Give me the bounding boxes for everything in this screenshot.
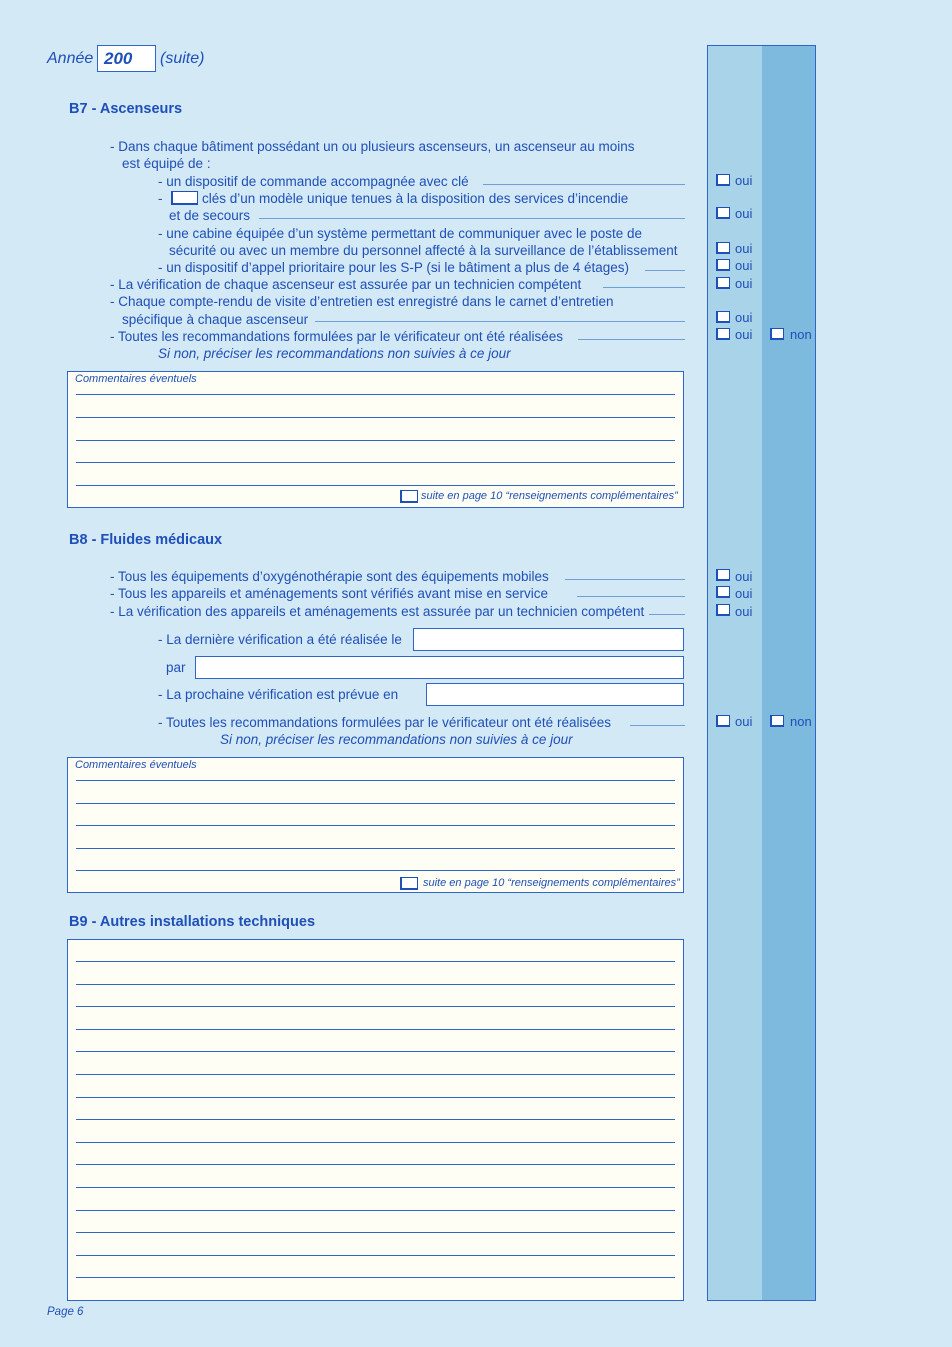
b7-item-3a: - une cabine équipée d’un système permettant de communiquer avec le poste de bbox=[158, 226, 643, 241]
section-b7-title: B7 - Ascenseurs bbox=[69, 101, 183, 117]
writing-line bbox=[76, 462, 675, 463]
annee-field[interactable] bbox=[97, 45, 156, 72]
b7-item-3-oui-checkbox[interactable] bbox=[716, 242, 730, 254]
b8-line-1: - Tous les équipements d’oxygénothérapie sont des équipements mobiles bbox=[110, 569, 549, 584]
oui-label: oui bbox=[735, 604, 753, 619]
non-label: non bbox=[790, 327, 812, 342]
leader-line bbox=[645, 270, 685, 271]
writing-line bbox=[76, 1097, 675, 1098]
b8-recos-non-checkbox[interactable] bbox=[770, 715, 784, 727]
b7-keys-count-box[interactable] bbox=[171, 191, 198, 205]
leader-line bbox=[577, 596, 685, 597]
b8-line-1-oui-checkbox[interactable] bbox=[716, 569, 730, 581]
writing-line bbox=[76, 1142, 675, 1143]
writing-line bbox=[76, 485, 675, 486]
annee-label: Année bbox=[47, 50, 94, 67]
oui-label: oui bbox=[735, 327, 753, 342]
writing-line bbox=[76, 1187, 675, 1188]
comments-label: Commentaires éventuels bbox=[75, 373, 197, 385]
b7-item-4-oui-checkbox[interactable] bbox=[716, 259, 730, 271]
writing-line bbox=[76, 825, 675, 826]
writing-line bbox=[76, 1232, 675, 1233]
derniere-verification-date-field[interactable] bbox=[413, 628, 684, 651]
b8-derniere-label: - La dernière vérification a été réalisée le bbox=[158, 632, 402, 647]
writing-line bbox=[76, 417, 675, 418]
writing-line bbox=[76, 440, 675, 441]
b8-line-2: - Tous les appareils et aménagements sont vérifiés avant mise en service bbox=[110, 586, 548, 601]
b7-compte-1: - Chaque compte-rendu de visite d’entretien est enregistré dans le carnet d’entretien bbox=[110, 294, 614, 309]
b8-recos: - Toutes les recommandations formulées par le vérificateur ont été réalisées bbox=[158, 715, 611, 730]
suite-note: suite en page 10 “renseignements complémentaires” bbox=[423, 877, 680, 889]
answer-column-non bbox=[762, 45, 816, 1301]
b7-recos: - Toutes les recommandations formulées par le vérificateur ont été réalisées bbox=[110, 329, 563, 344]
suite-note: suite en page 10 “renseignements complémentaires” bbox=[421, 490, 678, 502]
writing-line bbox=[76, 1210, 675, 1211]
leader-line bbox=[649, 614, 685, 615]
oui-label: oui bbox=[735, 241, 753, 256]
b7-comments-box[interactable] bbox=[67, 371, 684, 508]
page-number: Page 6 bbox=[47, 1306, 84, 1318]
writing-line bbox=[76, 803, 675, 804]
verificateur-field[interactable] bbox=[195, 656, 684, 679]
leader-line bbox=[603, 287, 685, 288]
section-b8-title: B8 - Fluides médicaux bbox=[69, 532, 223, 548]
b7-item-1-oui-checkbox[interactable] bbox=[716, 174, 730, 186]
oui-label: oui bbox=[735, 173, 753, 188]
b7-item-2-dash: - bbox=[158, 191, 163, 206]
b8-line-2-oui-checkbox[interactable] bbox=[716, 586, 730, 598]
b8-par-label: par bbox=[166, 660, 186, 675]
writing-line bbox=[76, 870, 675, 871]
writing-line bbox=[76, 984, 675, 985]
leader-line bbox=[483, 184, 685, 185]
b7-verif-oui-checkbox[interactable] bbox=[716, 277, 730, 289]
b7-item-3b: sécurité ou avec un membre du personnel affecté à la surveillance de l’établissement bbox=[169, 243, 678, 258]
oui-label: oui bbox=[735, 258, 753, 273]
leader-line bbox=[259, 218, 685, 219]
comments-label: Commentaires éventuels bbox=[75, 759, 197, 771]
b7-item-2-oui-checkbox[interactable] bbox=[716, 207, 730, 219]
b7-recos-oui-checkbox[interactable] bbox=[716, 328, 730, 340]
b8-sinon: Si non, préciser les recommandations non suivies à ce jour bbox=[220, 732, 573, 747]
b7-compte-oui-checkbox[interactable] bbox=[716, 311, 730, 323]
writing-line bbox=[76, 394, 675, 395]
oui-label: oui bbox=[735, 206, 753, 221]
writing-line bbox=[76, 1255, 675, 1256]
oui-label: oui bbox=[735, 276, 753, 291]
writing-line bbox=[76, 961, 675, 962]
writing-line bbox=[76, 848, 675, 849]
b7-suite-checkbox[interactable] bbox=[400, 490, 418, 503]
b7-item-2b: et de secours bbox=[169, 208, 251, 223]
answer-column-oui bbox=[707, 45, 762, 1301]
writing-line bbox=[76, 1029, 675, 1030]
leader-line bbox=[578, 339, 685, 340]
oui-label: oui bbox=[735, 714, 753, 729]
section-b9-title: B9 - Autres installations techniques bbox=[69, 914, 316, 930]
oui-label: oui bbox=[735, 310, 753, 325]
writing-line bbox=[76, 1119, 675, 1120]
writing-line bbox=[76, 1006, 675, 1007]
non-label: non bbox=[790, 714, 812, 729]
b7-intro-1: - Dans chaque bâtiment possédant un ou plusieurs ascenseurs, un ascenseur au moins bbox=[110, 139, 635, 154]
b7-intro-2: est équipé de : bbox=[122, 156, 211, 171]
b8-prochaine-label: - La prochaine vérification est prévue en bbox=[158, 687, 399, 702]
writing-line bbox=[76, 1277, 675, 1278]
b7-item-4: - un dispositif d’appel prioritaire pour les S-P (si le bâtiment a plus de 4 étages) bbox=[158, 260, 629, 275]
b8-line-3-oui-checkbox[interactable] bbox=[716, 604, 730, 616]
b9-text-box[interactable] bbox=[67, 939, 684, 1301]
annee-value: 200 bbox=[104, 49, 133, 68]
b7-verif: - La vérification de chaque ascenseur est assurée par un technicien compétent bbox=[110, 277, 582, 292]
b7-compte-2: spécifique à chaque ascenseur bbox=[122, 312, 309, 327]
b8-recos-oui-checkbox[interactable] bbox=[716, 715, 730, 727]
writing-line bbox=[76, 780, 675, 781]
b7-item-2a: clés d’un modèle unique tenues à la disposition des services d’incendie bbox=[202, 191, 629, 206]
leader-line bbox=[565, 579, 685, 580]
b7-recos-non-checkbox[interactable] bbox=[770, 328, 784, 340]
prochaine-verification-field[interactable] bbox=[426, 683, 684, 706]
leader-line bbox=[630, 725, 685, 726]
suite-label: (suite) bbox=[160, 50, 205, 67]
writing-line bbox=[76, 1051, 675, 1052]
b7-item-1: - un dispositif de commande accompagnée avec clé bbox=[158, 174, 469, 189]
b8-line-3: - La vérification des appareils et aménagements est assurée par un technicien compétent bbox=[110, 604, 645, 619]
leader-line bbox=[315, 321, 685, 322]
b8-suite-checkbox[interactable] bbox=[400, 877, 418, 890]
b8-comments-box[interactable] bbox=[67, 757, 684, 893]
writing-line bbox=[76, 1164, 675, 1165]
b7-sinon: Si non, préciser les recommandations non suivies à ce jour bbox=[158, 346, 511, 361]
oui-label: oui bbox=[735, 586, 753, 601]
writing-line bbox=[76, 1074, 675, 1075]
oui-label: oui bbox=[735, 569, 753, 584]
